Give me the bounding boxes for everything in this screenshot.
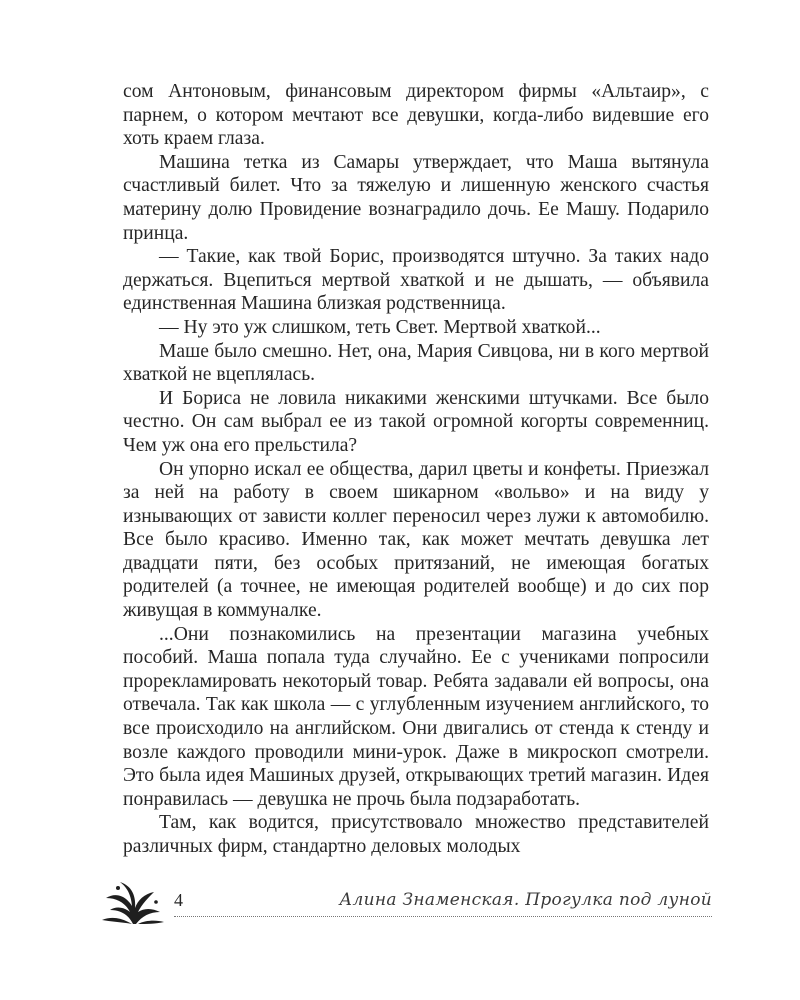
paragraph: — Такие, как твой Борис, производятся штучно. За таких надо держаться. Вцепиться мертвой хваткой и не дышать, — объявила единственная Машина близкая родственница.	[123, 246, 709, 315]
body-text	[123, 80, 709, 859]
footer-divider	[174, 916, 712, 917]
paragraph: Там, как водится, присутствовало множество представителей различных фирм, стандартно деловых молодых	[123, 812, 709, 857]
paragraph: И Бориса не ловила никакими женскими штучками. Все было честно. Он сам выбрал ее из такой огромной когорты современниц. Чем уж она его прельстила?	[123, 387, 709, 456]
paragraph: — Ну это уж слишком, теть Свет. Мертвой хваткой...	[159, 316, 601, 338]
running-title: Алина Знаменская. Прогулка под луной	[339, 890, 712, 910]
floral-ornament-icon	[98, 880, 168, 928]
paragraph: сом Антоновым, финансовым директором фирмы «Альтаир», с парнем, о котором мечтают все девушки, когда-либо видевшие его хоть краем глаза.	[123, 81, 709, 150]
paragraph: Машина тетка из Самары утверждает, что Маша вытянула счастливый билет. Что за тяжелую и лишенную женского счастья материну долю Провидение вознаградило дочь. Ее Машу. Подарило принца.	[123, 151, 709, 244]
paragraph: Он упорно искал ее общества, дарил цветы и конфеты. Приезжал за ней на работу в своем шикарном «вольво» и на виду у изнывающих от зависти коллег переносил через лужи к автомобилю. Все было красиво. Именно так, как может мечтать девушка лет двадцати пяти, без особых притязаний, не имеющая богатых родителей (а точнее, не имеющая родителей вообще) и до сих пор живущая в коммуналке.	[123, 458, 709, 622]
page-footer	[88, 880, 720, 930]
paragraph: Маше было смешно. Нет, она, Мария Сивцова, ни в кого мертвой хваткой не вцеплялась.	[123, 340, 709, 386]
paragraph: ...Они познакомились на презентации магазина учебных пособий. Маша попала туда случайно. Ее с учениками попросили прорекламировать некоторый товар. Ребята задавали ей вопросы, она отвечала. Так как школа — с углубленным изучением английского, то все происходило на английском. Они двигались от стенда к стенду и возле каждого проводили мини-урок. Даже в микроскоп смотрели. Это была идея Машиных друзей, открывающих третий магазин. Идея понравилась — девушка не прочь была подзаработать.	[123, 623, 709, 810]
page-number: 4	[174, 890, 183, 910]
